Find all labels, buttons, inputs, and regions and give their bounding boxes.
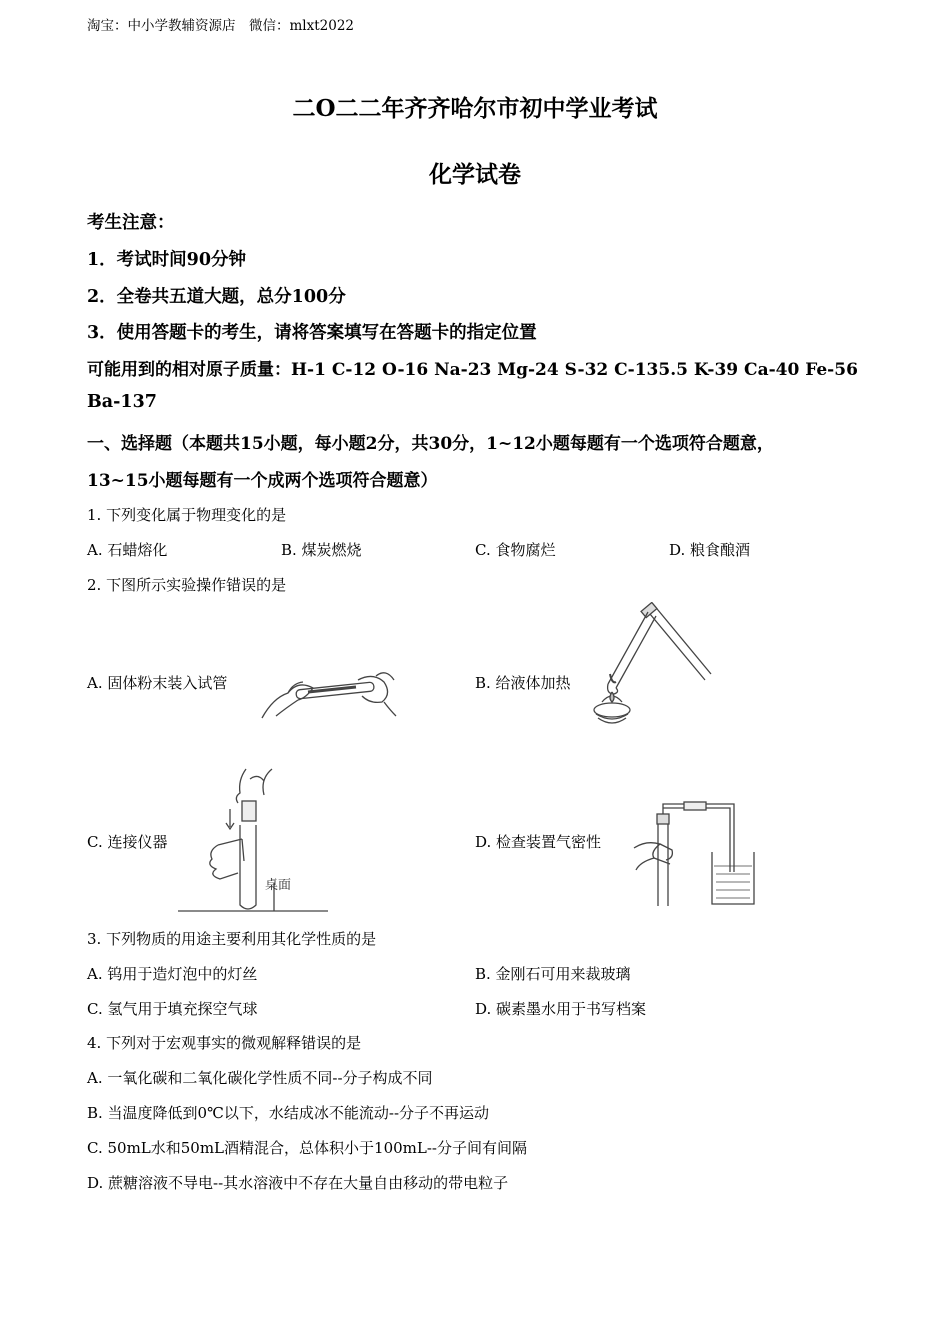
notice-item-1: 1．考试时间90分钟 <box>87 250 247 270</box>
section-heading-line-2: 13~15小题每题有一个成两个选项符合题意） <box>87 471 438 491</box>
figure-heating-liquid <box>590 602 715 732</box>
q1-option-d: D. 粮食酿酒 <box>669 541 751 559</box>
q3-option-a: A. 钨用于造灯泡中的灯丝 <box>87 965 258 983</box>
q4-option-c: C. 50mL水和50mL酒精混合，总体积小于100mL--分子间有间隔 <box>87 1139 527 1157</box>
notice-item-3: 3．使用答题卡的考生，请将答案填写在答题卡的指定位置 <box>87 323 537 343</box>
q2-option-d: D. 检查装置气密性 <box>475 833 602 851</box>
q4-stem: 4. 下列对于宏观事实的微观解释错误的是 <box>87 1034 362 1052</box>
q3-option-b: B. 金刚石可用来裁玻璃 <box>475 965 631 983</box>
q3-option-d: D. 碳素墨水用于书写档案 <box>475 1000 647 1018</box>
q4-option-d: D. 蔗糖溶液不导电--其水溶液中不存在大量自由移动的带电粒子 <box>87 1174 509 1192</box>
q1-option-a: A. 石蜡熔化 <box>87 541 168 559</box>
notice-item-2: 2．全卷共五道大题，总分100分 <box>87 287 346 307</box>
q1-option-c: C. 食物腐烂 <box>475 541 556 559</box>
exam-subtitle: 化学试卷 <box>429 161 521 188</box>
q3-stem: 3. 下列物质的用途主要利用其化学性质的是 <box>87 930 377 948</box>
page-header: 淘宝：中小学教辅资源店 微信：mlxt2022 <box>87 18 355 34</box>
figure-powder-into-tube <box>258 658 398 723</box>
q1-stem: 1. 下列变化属于物理变化的是 <box>87 506 287 524</box>
q2-option-a: A. 固体粉末装入试管 <box>87 674 228 692</box>
notice-heading: 考生注意： <box>87 213 175 233</box>
q2-option-c: C. 连接仪器 <box>87 833 168 851</box>
q2-option-b: B. 给液体加热 <box>475 674 571 692</box>
figure-gas-tightness-check <box>630 800 760 910</box>
atomic-mass-line-2: Ba-137 <box>87 392 157 412</box>
q3-option-c: C. 氢气用于填充探空气球 <box>87 1000 258 1018</box>
q1-option-b: B. 煤炭燃烧 <box>281 541 362 559</box>
atomic-mass-line-1: 可能用到的相对原子质量：H-1 C-12 O-16 Na-23 Mg-24 S-32 C-135.5 K-39 Ca-40 Fe-56 <box>87 360 858 380</box>
q4-option-a: A. 一氧化碳和二氧化碳化学性质不同--分子构成不同 <box>87 1069 433 1087</box>
figure-label-desktop: 桌面 <box>265 878 292 893</box>
section-heading-line-1: 一、选择题（本题共15小题，每小题2分，共30分，1~12小题每题有一个选项符合题意， <box>87 434 774 454</box>
q4-option-b: B. 当温度降低到0℃以下，水结成冰不能流动--分子不再运动 <box>87 1104 490 1122</box>
q2-stem: 2. 下图所示实验操作错误的是 <box>87 576 287 594</box>
figure-connecting-apparatus <box>178 765 328 915</box>
exam-title: 二O二二年齐齐哈尔市初中学业考试 <box>292 95 658 122</box>
